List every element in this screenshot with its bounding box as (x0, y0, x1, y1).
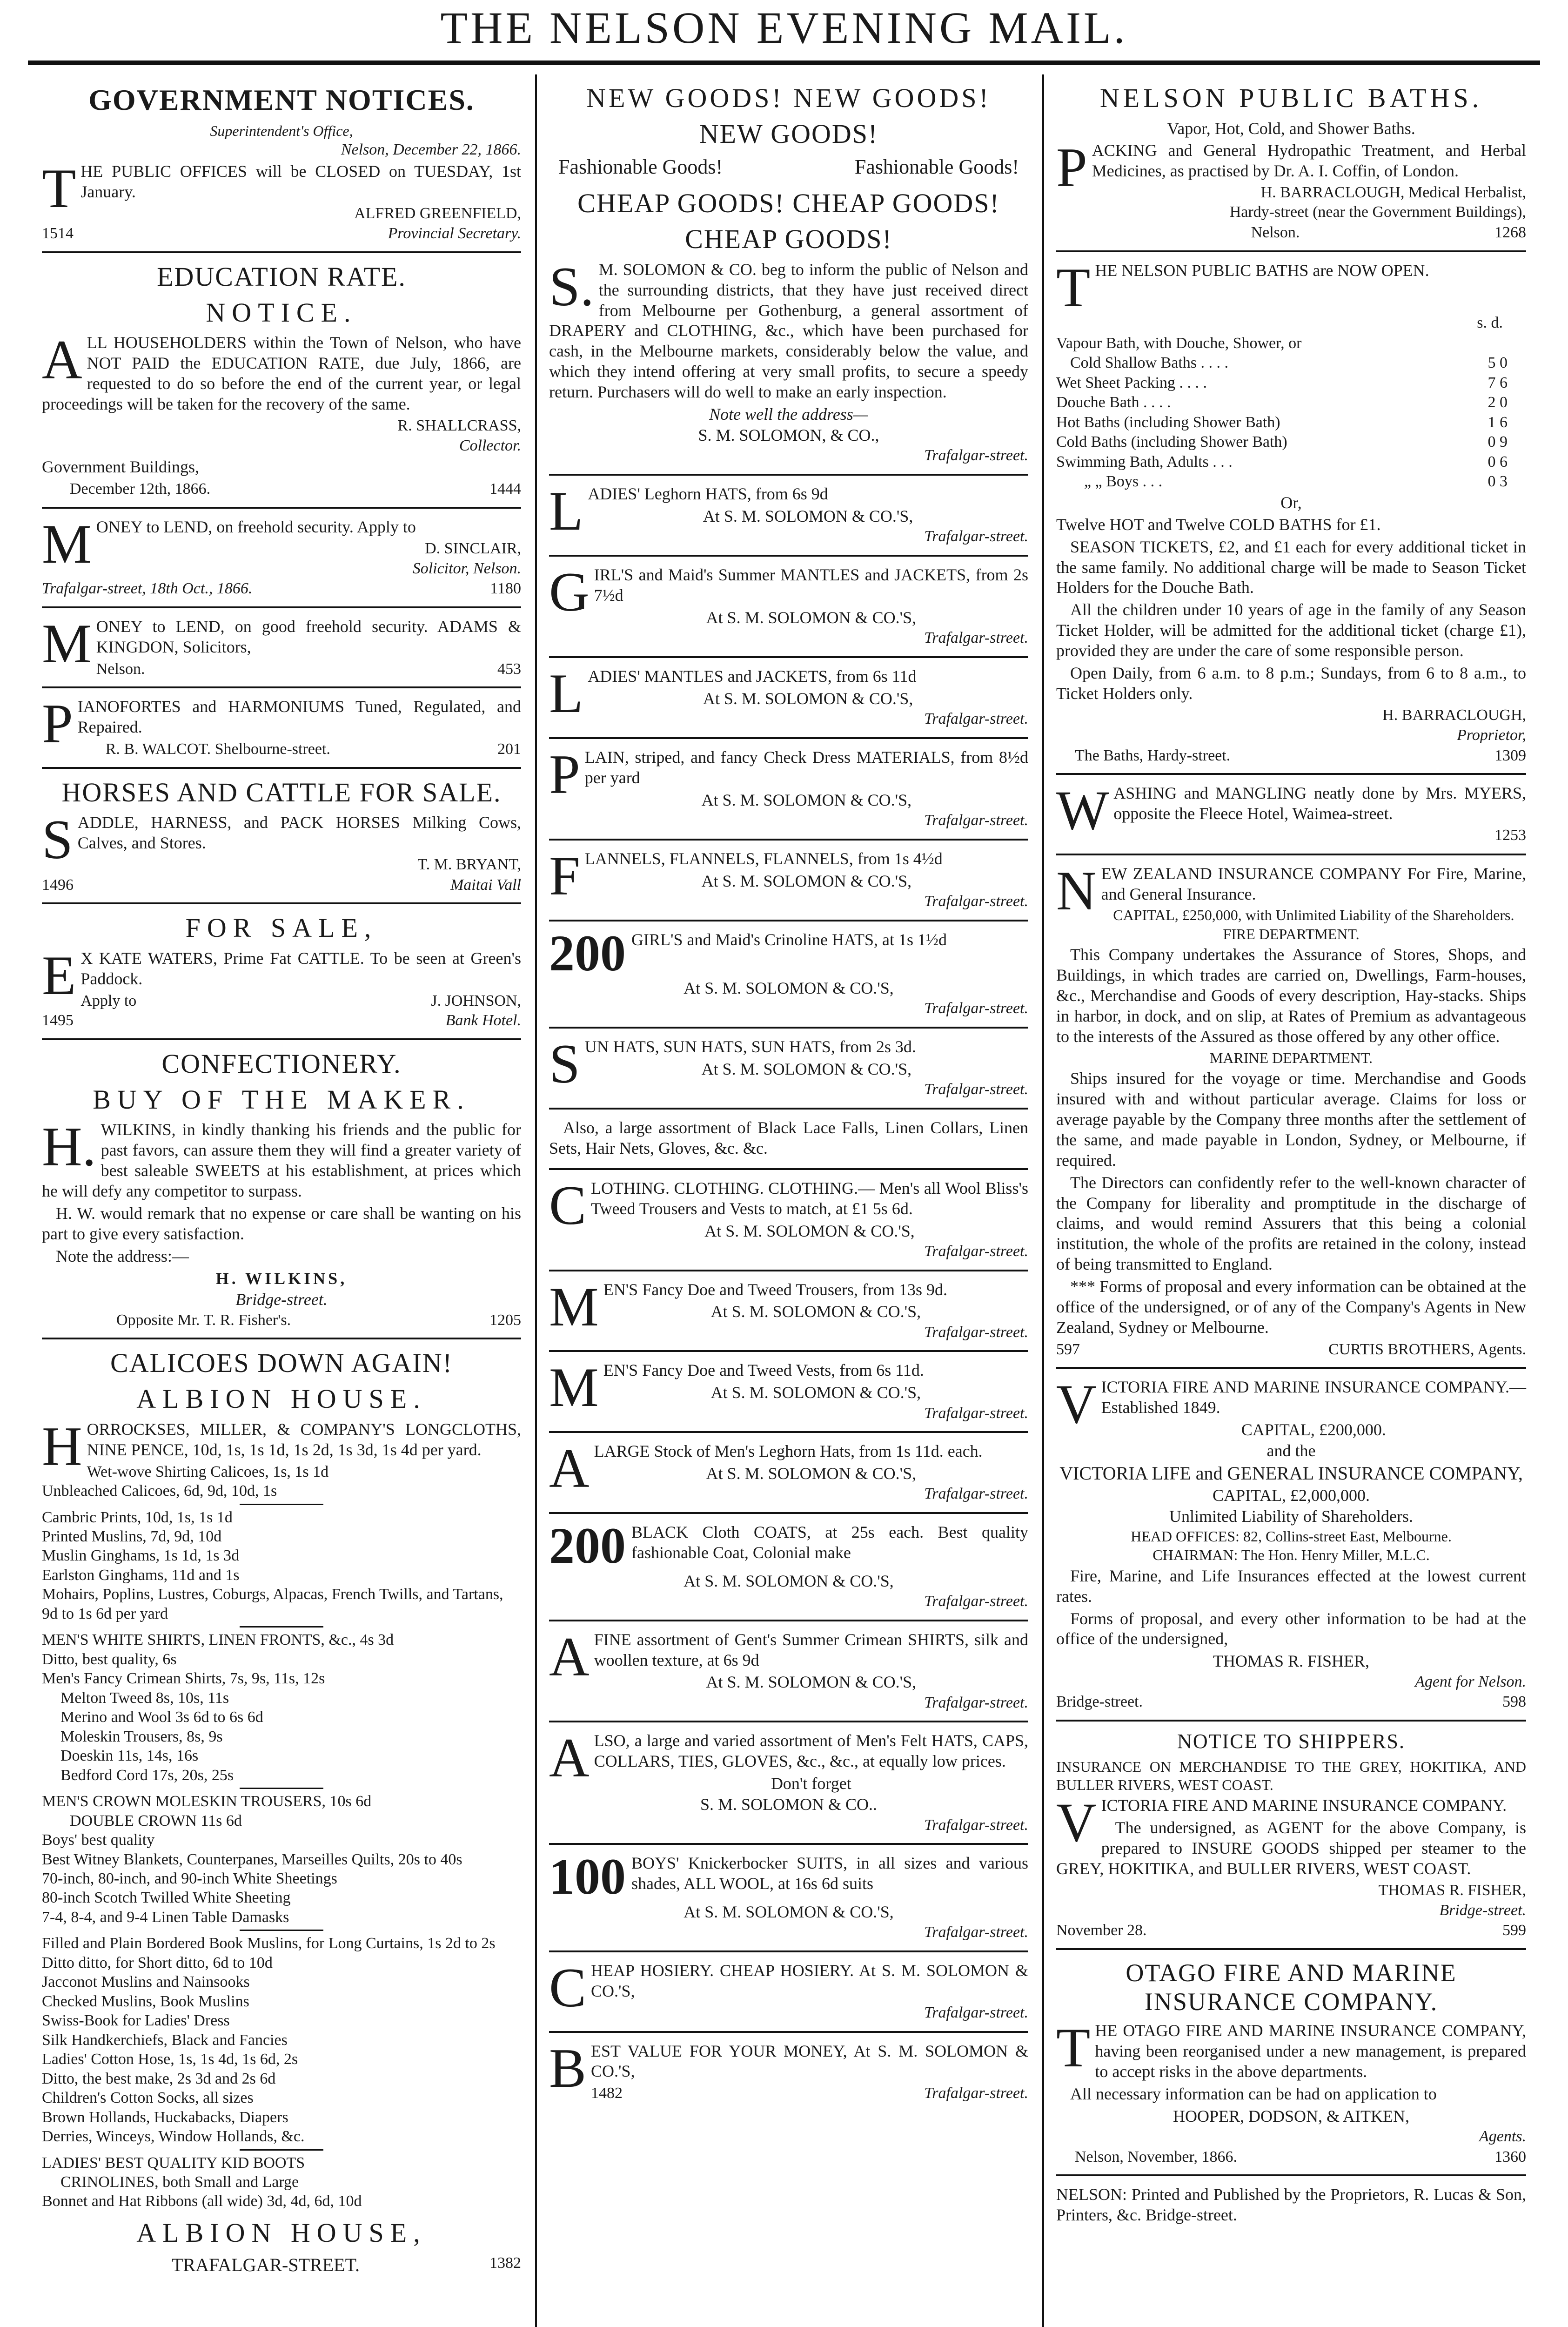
ad-line: Nelson, December 22, 1866. (341, 141, 521, 158)
ad-body: All the children under 10 years of age in the family of any Season Ticket Holder, will be admitted for the additional ticket (charge £1), provided they are under the care of some responsible person. (1056, 600, 1526, 660)
list-item: MEN'S CROWN MOLESKIN TROUSERS, 10s 6d (42, 1793, 372, 1810)
column-1 (28, 74, 535, 2327)
ad-role: Agents. (1479, 2127, 1526, 2145)
ad-body: BEST VALUE FOR YOUR MONEY, At S. M. SOLOMON & CO.'S, (549, 2037, 1028, 2099)
ad-line: Don't forget (771, 1774, 851, 1793)
ad-line: Fashionable Goods! (854, 155, 1019, 179)
ad-role: Collector. (459, 437, 521, 454)
ad-street: Trafalgar-street. (924, 528, 1028, 545)
ad-line: At S. M. SOLOMON & CO.'S, (706, 608, 917, 627)
price-name: Cold Shallow Baths . . . . (1070, 354, 1229, 372)
ad-body: PACKING and General Hydropathic Treatment, and Herbal Medicines, as practised by Dr. A. I. Coffin, of London. (1056, 136, 1526, 198)
ad-number: 1360 (1494, 2148, 1526, 2166)
list-item: Jacconot Muslins and Nainsooks (42, 1973, 250, 1991)
ad-role: Solicitor, Nelson. (412, 559, 521, 577)
ad-body: GIRL'S and Maid's Summer MANTLES and JACKETS, from 2s 7½d (549, 561, 1028, 623)
masthead-title: THE NELSON EVENING MAIL. (440, 3, 1128, 53)
ad-line: At S. M. SOLOMON & CO.'S, (701, 1059, 912, 1078)
list-item: Boys' best quality (42, 1831, 155, 1849)
section-heading: HORSES AND CATTLE FOR SALE. (61, 777, 502, 807)
ad-signature: T. M. BRYANT, (417, 856, 521, 874)
ad-subheading: INSURANCE ON MERCHANDISE TO THE GREY, HOKITIKA, AND BULLER RIVERS, WEST COAST. (1056, 1758, 1526, 1793)
ad-number: 1514 (42, 225, 74, 242)
ad-street: Trafalgar-street. (924, 1323, 1028, 1341)
divider (240, 2149, 323, 2151)
masthead-rule (28, 61, 1540, 65)
price-list (1056, 334, 1526, 492)
price-name: Swimming Bath, Adults . . . (1056, 453, 1233, 471)
list-item: Cambric Prints, 10d, 1s, 1s 1d (42, 1508, 233, 1526)
albion-footer-title: ALBION HOUSE, (136, 2217, 427, 2248)
albion-house-ad (42, 1339, 521, 2284)
ad-line: HEAD OFFICES: 82, Collins-street East, Melbourne. (1131, 1527, 1452, 1545)
ad-body: THE OTAGO FIRE AND MARINE INSURANCE COMPANY, having been reorganised under a new management, is prepared to accept risks in the above departments. (1056, 2017, 1526, 2081)
ad-street: Trafalgar-street. (924, 447, 1028, 464)
pianoforte-ad (42, 688, 521, 768)
solomon-ad (549, 1621, 1028, 1723)
list-item: DOUBLE CROWN 11s 6d (70, 1812, 242, 1829)
section-heading: CHEAP GOODS! (685, 224, 892, 255)
government-notices-ad (42, 74, 521, 253)
ad-body: MEN'S Fancy Doe and Tweed Trousers, from 13s 9d. (549, 1275, 947, 1338)
ad-line: At S. M. SOLOMON & CO.'S, (706, 1673, 917, 1692)
ad-street: Bridge-street. (235, 1290, 328, 1309)
ad-line: At S. M. SOLOMON & CO.'S, (703, 507, 913, 526)
ad-signature: H. WILKINS, (215, 1269, 348, 1288)
ad-number: 1495 (42, 1012, 74, 1029)
column-3 (1042, 74, 1540, 2327)
ad-street: Trafalgar-street. (924, 1485, 1028, 1503)
ad-street: Trafalgar-street. (924, 629, 1028, 647)
horses-cattle-ad (42, 769, 521, 905)
section-heading: NOTICE TO SHIPPERS. (1177, 1729, 1405, 1753)
section-heading: NEW GOODS! NEW GOODS! (586, 83, 991, 113)
price-value: 7 6 (1488, 374, 1508, 391)
confectionery-ad (42, 1040, 521, 1340)
washing-ad (1056, 775, 1526, 855)
albion-list-6 (42, 2153, 521, 2211)
list-item: Printed Muslins, 7d, 9d, 10d (42, 1528, 222, 1545)
ad-big-number: 100 (549, 1848, 626, 1905)
ad-body: AFINE assortment of Gent's Summer Crimean SHIRTS, silk and woollen texture, at 6s 9d (549, 1625, 1028, 1688)
ad-line: CHAIRMAN: The Hon. Henry Miller, M.L.C. (1153, 1547, 1430, 1564)
ad-body: Forms of proposal, and every other information to be had at the office of the undersigned, (1056, 1609, 1526, 1648)
section-heading: GOVERNMENT NOTICES. (88, 83, 475, 116)
ad-body: S.M. SOLOMON & CO. beg to inform the public of Nelson and the surrounding districts, that they have just received direct from Melbourne per Gothenburg, a general assortment of DRAPERY and CLOTHING, &c., which have been purchased for cash, in the Melbourne markets, considerably below the value, and which they intend offering at very small profits, to secure a speedy return. Purchasers will do well to make an early inspection. (549, 255, 1028, 402)
ad-body: Fire, Marine, and Life Insurances effected at the lowest current rates. (1056, 1566, 1526, 1606)
ad-number: 1482 (591, 2085, 623, 2102)
ad-line: Superintendent's Office, (210, 122, 353, 139)
otago-insurance-ad (1056, 1950, 1526, 2176)
ad-line: CAPITAL, £200,000. (1241, 1420, 1386, 1439)
ad-body: ALSO, a large and varied assortment of Men's Felt HATS, CAPS, COLLARS, TIES, GLOVES, &c., &c., at equally low prices. (549, 1727, 1028, 1789)
price-row (1056, 472, 1526, 492)
ad-body: MONEY to LEND, on freehold security. Apply to (42, 512, 416, 575)
ad-body: Open Daily, from 6 a.m. to 8 p.m.; Sundays, from 6 to 8 a.m., to Ticket Holders only. (1056, 664, 1526, 703)
ad-number: 1268 (1494, 224, 1526, 242)
ad-number: 1309 (1494, 747, 1526, 764)
ad-body: All necessary information can be had on application to (1070, 2084, 1437, 2103)
ad-line: At S. M. SOLOMON & CO.'S, (683, 979, 894, 998)
ad-body: EX KATE WATERS, Prime Fat CATTLE. To be seen at Green's Paddock. (42, 944, 521, 1006)
list-item: 80-inch Scotch Twilled White Sheeting (42, 1889, 291, 1907)
solomon-intro-ad (549, 74, 1028, 476)
ad-body: CLOTHING. CLOTHING. CLOTHING.— Men's all Wool Bliss's Tweed Trousers and Vests to match, at £1 5s 6d. (549, 1174, 1028, 1236)
masthead (28, 0, 1540, 70)
ad-subheading: MARINE DEPARTMENT. (1209, 1049, 1373, 1066)
list-item: 7-4, 8-4, and 9-4 Linen Table Damasks (42, 1908, 289, 1926)
ad-line: Note the address:— (56, 1246, 189, 1265)
divider (240, 1626, 323, 1628)
solomon-ad (549, 1170, 1028, 1271)
ad-street: Trafalgar-street. (924, 1000, 1028, 1017)
ad-line: Unlimited Liability of Shareholders. (1169, 1506, 1413, 1526)
ad-body: SADDLE, HARNESS, and PACK HORSES Milking Cows, Calves, and Stores. (42, 808, 521, 871)
ad-number: 453 (497, 660, 521, 678)
notice-to-shippers-ad (1056, 1722, 1526, 1950)
list-item: Mohairs, Poplins, Lustres, Coburgs, Alpacas, French Twills, and Tartans, 9d to 1s 6d per yard (42, 1586, 503, 1622)
price-value: 0 6 (1488, 453, 1508, 471)
ad-street: Trafalgar-street. (924, 1242, 1028, 1260)
ad-body: NEW ZEALAND INSURANCE COMPANY For Fire, Marine, and General Insurance. (1056, 859, 1526, 921)
ad-place: Nelson. (96, 660, 145, 678)
ad-body: FLANNELS, FLANNELS, FLANNELS, from 1s 4½d (549, 844, 943, 907)
price-name: Hot Baths (including Shower Bath) (1056, 413, 1280, 431)
ad-street: Trafalgar-street. (924, 1404, 1028, 1422)
money-to-lend-ad (42, 509, 521, 608)
ad-place: Government Buildings, (42, 457, 199, 477)
ad-street: Trafalgar-street. (924, 2085, 1028, 2102)
section-heading: FOR SALE, (185, 913, 378, 943)
ad-line: At S. M. SOLOMON & CO.'S, (683, 1571, 894, 1590)
section-heading: NELSON PUBLIC BATHS. (1099, 83, 1483, 113)
solomon-ad (549, 1271, 1028, 1352)
ad-body: The undersigned, as AGENT for the above Company, is prepared to INSURE GOODS shipped per steamer to the GREY, HOKITIKA, and BULLER RIVERS, WEST COAST. (1056, 1818, 1526, 1878)
solomon-ad (549, 739, 1028, 841)
ad-signature: H. BARRACLOUGH, (1382, 706, 1526, 724)
list-item: Bedford Cord 17s, 20s, 25s (60, 1766, 234, 1784)
list-item: Earlston Ginghams, 11d and 1s (42, 1566, 240, 1584)
ad-line: At S. M. SOLOMON & CO.'S, (701, 871, 912, 890)
ad-street: Trafalgar-street. (924, 1923, 1028, 1941)
ad-line: Note well the address— (709, 405, 868, 424)
section-subheading: ALBION HOUSE. (136, 1384, 427, 1414)
list-item: Swiss-Book for Ladies' Dress (42, 2012, 230, 2030)
ad-signature: S. M. SOLOMON, & CO., (698, 426, 879, 445)
ad-line: At S. M. SOLOMON & CO.'S, (704, 1221, 915, 1240)
ad-number: 1253 (1494, 826, 1526, 844)
solomon-ad (549, 1952, 1028, 2033)
list-item: Ditto, best quality, 6s (42, 1650, 177, 1668)
ad-body: H.WILKINS, in kindly thanking his friends and the public for past favors, can assure them they will find a greater variety of best saleable SWEETS at his establishment, at prices which he will defy any competitor to surpass. (42, 1116, 521, 1200)
ad-body: GIRL'S and Maid's Crinoline HATS, at 1s 1½d (631, 930, 947, 949)
albion-list-2 (42, 1508, 521, 1624)
ad-signature: S. M. SOLOMON & CO.. (700, 1795, 878, 1814)
ad-body: MONEY to LEND, on good freehold security. ADAMS & KINGDON, Solicitors, (42, 612, 521, 674)
ad-signature: ALFRED GREENFIELD, (354, 204, 521, 222)
albion-list-4 (42, 1792, 521, 1927)
ad-street: Trafalgar-street. (924, 710, 1028, 728)
ad-signature: D. SINCLAIR, (425, 539, 521, 557)
list-item: Unbleached Calicoes, 6d, 9d, 10d, 1s (42, 1482, 277, 1500)
albion-list-3 (42, 1630, 521, 1785)
section-heading: CALICOES DOWN AGAIN! (110, 1348, 453, 1379)
ad-street: Trafalgar-street. (924, 1081, 1028, 1098)
ad-date: Nelson, November, 1866. (1075, 2148, 1237, 2166)
section-subheading: NOTICE. (206, 297, 357, 328)
list-item: Melton Tweed 8s, 10s, 11s (60, 1689, 229, 1707)
ad-body: LADIES' Leghorn HATS, from 6s 9d (549, 480, 828, 542)
price-row (1056, 413, 1526, 433)
price-name: Douche Bath . . . . (1056, 394, 1171, 411)
column-2 (535, 74, 1042, 2327)
divider (240, 1788, 323, 1789)
victoria-insurance-ad (1056, 1369, 1526, 1721)
divider (240, 1930, 323, 1931)
ad-number: 599 (1502, 1922, 1526, 1939)
for-sale-ad (42, 904, 521, 1040)
ad-street: Trafalgar-street. (924, 1816, 1028, 1834)
divider (240, 1504, 323, 1505)
solomon-ad (549, 2033, 1028, 2111)
section-heading: EDUCATION RATE. (157, 261, 406, 292)
ad-street: Trafalgar-street. (924, 1694, 1028, 1711)
ad-line: At S. M. SOLOMON & CO.'S, (710, 1383, 921, 1402)
ad-signature: THOMAS R. FISHER, (1213, 1652, 1370, 1671)
list-item: CRINOLINES, both Small and Large (60, 2173, 299, 2191)
ad-big-number: 200 (549, 1517, 626, 1574)
price-name: Cold Baths (including Shower Bath) (1056, 433, 1287, 451)
ad-body: BLACK Cloth COATS, at 25s each. Best quality fashionable Coat, Colonial make (631, 1523, 1028, 1562)
price-row (1056, 452, 1526, 472)
ad-body: The Directors can confidently refer to the well-known character of the Company for liberality and promptitude in the discharge of claims, and would remind Assurers that this being a colonial institution, the whole of the profits are retained in the colony, instead of being transmitted to England. (1056, 1173, 1526, 1274)
ad-street: Trafalgar-street. (924, 892, 1028, 910)
ad-number: 1180 (490, 580, 521, 598)
solomon-ad (549, 1433, 1028, 1514)
ad-subheading: FIRE DEPARTMENT. (1223, 925, 1360, 942)
section-heading: OTAGO FIRE AND MARINE INSURANCE COMPANY. (1126, 1958, 1457, 2016)
ad-body: PLAIN, striped, and fancy Check Dress MATERIALS, from 8½d per yard (549, 743, 1028, 805)
ad-body: ALL HOUSEHOLDERS within the Town of Nelson, who have NOT PAID the EDUCATION RATE, due July, 1866, are requested to do so before the end of the current year, or legal proceedings will be taken for the recovery of the same. (42, 329, 521, 413)
ad-body: LADIES' MANTLES and JACKETS, from 6s 11d (549, 662, 917, 724)
ad-date: November 28. (1056, 1922, 1147, 1939)
ad-street: Bridge-street. (1439, 1901, 1526, 1919)
solomon-ad (549, 841, 1028, 921)
ad-number: 1444 (489, 480, 521, 498)
list-item: LADIES' BEST QUALITY KID BOOTS (42, 2154, 305, 2172)
list-item: Ladies' Cotton Hose, 1s, 1s 4d, 1s 6d, 2s (42, 2051, 298, 2068)
ad-line: Twelve HOT and Twelve COLD BATHS for £1. (1056, 515, 1381, 534)
ad-line: and the (1266, 1441, 1316, 1460)
list-item: Derries, Winceys, Window Hollands, &c. (42, 2128, 305, 2145)
solomon-ad (549, 921, 1028, 1029)
solomon-ad (549, 476, 1028, 557)
ad-signature: CURTIS BROTHERS, Agents. (1328, 1340, 1526, 1358)
ad-line: VICTORIA LIFE and GENERAL INSURANCE COMPANY, (1059, 1462, 1523, 1484)
ad-body: SEASON TICKETS, £2, and £1 each for every additional ticket in the same family. No additional charge will be made to Season Ticket Holders for the Douche Bath. (1056, 537, 1526, 597)
price-value: 0 9 (1488, 433, 1508, 451)
ad-line: At S. M. SOLOMON & CO.'S, (701, 790, 912, 809)
price-value: 2 0 (1488, 394, 1508, 411)
publisher-imprint: NELSON: Printed and Published by the Proprietors, R. Lucas & Son, Printers, &c. Bridge-street. (1056, 2185, 1526, 2225)
list-item: Bonnet and Hat Ribbons (all wide) 3d, 4d, 6d, 10d (42, 2192, 362, 2210)
ad-body: PIANOFORTES and HARMONIUMS Tuned, Regulated, and Repaired. (42, 693, 521, 755)
ad-line: At S. M. SOLOMON & CO.'S, (706, 1464, 917, 1483)
ad-body: H. W. would remark that no expense or care shall be wanting on his part to give every satisfaction. (42, 1204, 521, 1243)
solomon-ad (549, 1514, 1028, 1621)
list-item: Checked Muslins, Book Muslins (42, 1992, 249, 2010)
ad-place: Nelson. (1251, 224, 1300, 242)
price-name: Wet Sheet Packing . . . . (1056, 374, 1207, 391)
list-item: Moleskin Trousers, 8s, 9s (60, 1728, 223, 1745)
section-heading: CONFECTIONERY. (161, 1048, 402, 1079)
ad-line: Apply to (80, 992, 137, 1009)
ad-body: HORROCKSES, MILLER, & COMPANY'S LONGCLOTHS, NINE PENCE, 10d, 1s, 1s 1d, 1s 2d, 1s 3d, 1s 4d per yard. (42, 1415, 521, 1477)
ad-role: Agent for Nelson. (1415, 1673, 1526, 1690)
solomon-ad (549, 1352, 1028, 1433)
ad-place: Maitai Vall (450, 876, 521, 894)
price-name: „ „ Boys . . . (1084, 473, 1163, 491)
ad-line: CAPITAL, £250,000, with Unlimited Liability of the Shareholders. (1113, 907, 1514, 924)
list-item: Best Witney Blankets, Counterpanes, Marseilles Quilts, 20s to 40s (42, 1850, 462, 1868)
baths-prices-ad (1056, 252, 1526, 775)
nz-insurance-ad (1056, 855, 1526, 1369)
list-item: Muslin Ginghams, 1s 1d, 1s 3d (42, 1547, 240, 1565)
list-item: Wet-wove Shirting Calicoes, 1s, 1s 1d (87, 1463, 329, 1480)
ad-line: At S. M. SOLOMON & CO.'S, (683, 1902, 894, 1921)
ad-role: Proprietor, (1457, 726, 1526, 744)
ad-body: ALARGE Stock of Men's Leghorn Hats, from 1s 11d. each. (549, 1437, 983, 1500)
ad-number: 1205 (489, 1311, 521, 1329)
price-row (1056, 393, 1526, 413)
ad-line: CAPITAL, £2,000,000. (1212, 1486, 1370, 1505)
solomon-ad (549, 557, 1028, 658)
ad-body: SUN HATS, SUN HATS, SUN HATS, from 2s 3d. (549, 1033, 916, 1095)
ad-place: Trafalgar-street, 18th Oct., 1866. (42, 580, 253, 598)
list-item: Children's Cotton Socks, all sizes (42, 2089, 254, 2107)
ad-street: Bridge-street. (1056, 1693, 1143, 1711)
price-row (1056, 334, 1526, 354)
price-value: 1 6 (1488, 413, 1508, 431)
ad-number: 598 (1502, 1693, 1526, 1711)
ad-body: BOYS' Knickerbocker SUITS, in all sizes and various shades, ALL WOOL, at 16s 6d suits (631, 1854, 1028, 1893)
ad-line: At S. M. SOLOMON & CO.'S, (703, 689, 913, 708)
solomon-ad (549, 1110, 1028, 1170)
ad-street: TRAFALGAR-STREET. (171, 2254, 360, 2275)
ad-body: Ships insured for the voyage or time. Merchandise and Goods insured with and without particular average. Claims for loss or average payable by the Company three months after the settlement of the same, and made payable in London, Sydney, or Melbourne, if required. (1056, 1069, 1526, 1170)
list-item: Men's Fancy Crimean Shirts, 7s, 9s, 11s, 12s (42, 1670, 325, 1688)
solomon-ad (549, 1722, 1028, 1845)
list-item: MEN'S WHITE SHIRTS, LINEN FRONTS, &c., 4s 3d (42, 1631, 394, 1649)
ad-number: 597 (1056, 1340, 1080, 1358)
ad-big-number: 200 (549, 924, 626, 982)
list-item: Silk Handkerchiefs, Black and Fancies (42, 2031, 288, 2049)
list-item: Ditto, the best make, 2s 3d and 2s 6d (42, 2070, 276, 2087)
ad-line: Opposite Mr. T. R. Fisher's. (116, 1311, 291, 1329)
ad-number: 1382 (489, 2254, 521, 2272)
ad-signature: J. JOHNSON, (431, 992, 521, 1009)
ad-street: Trafalgar-street. (924, 2004, 1028, 2021)
list-item: Brown Hollands, Huckabacks, Diapers (42, 2108, 288, 2126)
ad-signature: THOMAS R. FISHER, (1378, 1881, 1526, 1899)
ad-date: December 12th, 1866. (70, 480, 211, 498)
ad-line: Fashionable Goods! (558, 155, 723, 179)
ad-place: Bank Hotel. (445, 1012, 521, 1029)
ad-role: Provincial Secretary. (388, 225, 521, 242)
ad-signature: R. B. WALCOT. Shelbourne-street. (105, 740, 330, 758)
ad-street: Trafalgar-street. (924, 811, 1028, 829)
ad-body: VICTORIA FIRE AND MARINE INSURANCE COMPANY.—Established 1849. (1056, 1373, 1526, 1435)
ad-number: 201 (497, 740, 521, 758)
ad-body: THE PUBLIC OFFICES will be CLOSED on TUESDAY, 1st January. (42, 157, 521, 219)
price-row (1056, 373, 1526, 393)
ad-body: This Company undertakes the Assurance of Stores, Shops, and Buildings, in which trades are carried on, Dwellings, Farm-houses, &c., Merchandise and Goods of every description, Hay-stacks. Ships in harbor, in dock, and on slip, at Rates of Premium as advantageous to the interests of the Assured as those offered by any other office. (1056, 945, 1526, 1046)
ad-signature: HOOPER, DODSON, & AITKEN, (1173, 2106, 1409, 2125)
solomon-ad (549, 1029, 1028, 1110)
section-subheading: BUY OF THE MAKER. (93, 1084, 470, 1115)
ad-number: 1496 (42, 876, 74, 894)
price-name: Vapour Bath, with Douche, Shower, or (1056, 334, 1302, 352)
list-item: Doeskin 11s, 14s, 16s (60, 1747, 199, 1765)
ad-signature: R. SHALLCRASS, (397, 417, 521, 434)
albion-list-5 (42, 1934, 521, 2146)
ad-body: WASHING and MANGLING neatly done by Mrs. MYERS, opposite the Fleece Hotel, Waimea-street. (1056, 779, 1526, 841)
solomon-ad (549, 658, 1028, 739)
ad-body: THE NELSON PUBLIC BATHS are NOW OPEN. (1056, 256, 1429, 318)
ad-body: CHEAP HOSIERY. CHEAP HOSIERY. At S. M. SOLOMON & CO.'S, (549, 1956, 1028, 2018)
price-value: 0 3 (1488, 473, 1508, 491)
albion-list-1 (42, 1462, 521, 1501)
ad-body: *** Forms of proposal and every information can be obtained at the office of the undersigned, or of any of the Company's Agents in New Zealand, Sydney or Melbourne. (1056, 1277, 1526, 1337)
imprint (1056, 2176, 1526, 2235)
price-row (1056, 353, 1526, 373)
ad-signature: H. BARRACLOUGH, Medical Herbalist, (1260, 183, 1526, 201)
ad-body: Also, a large assortment of Black Lace Falls, Linen Collars, Linen Sets, Hair Nets, Gloves, &c. &c. (549, 1118, 1028, 1157)
ad-line: Or, (1280, 493, 1302, 512)
price-value: 5 0 (1488, 354, 1508, 372)
ad-body: MEN'S Fancy Doe and Tweed Vests, from 6s 11d. (549, 1356, 924, 1419)
section-subheading: Vapor, Hot, Cold, and Shower Baths. (1167, 119, 1415, 138)
price-column-header: s. d. (1477, 314, 1503, 331)
money-to-lend-ad-2 (42, 608, 521, 688)
price-row (1056, 432, 1526, 452)
section-heading: NEW GOODS! (699, 118, 878, 149)
list-item: Ditto ditto, for Short ditto, 6d to 10d (42, 1954, 273, 1971)
ad-address: Hardy-street (near the Government Buildings), (1229, 203, 1526, 221)
nelson-public-baths-ad (1056, 74, 1526, 252)
ad-street: Trafalgar-street. (924, 1592, 1028, 1610)
list-item: 70-inch, 80-inch, and 90-inch White Sheetings (42, 1870, 337, 1887)
section-heading: CHEAP GOODS! CHEAP GOODS! (577, 188, 1000, 219)
list-item: Filled and Plain Bordered Book Muslins, for Long Curtains, 1s 2d to 2s (42, 1935, 496, 1952)
ad-line: At S. M. SOLOMON & CO.'S, (710, 1302, 921, 1321)
ad-line: VICTORIA FIRE AND MARINE INSURANCE COMPANY. (1056, 1791, 1507, 1854)
education-rate-ad (42, 253, 521, 509)
ad-address: The Baths, Hardy-street. (1075, 747, 1231, 764)
solomon-ad (549, 1845, 1028, 1952)
list-item: Merino and Wool 3s 6d to 6s 6d (60, 1708, 263, 1726)
